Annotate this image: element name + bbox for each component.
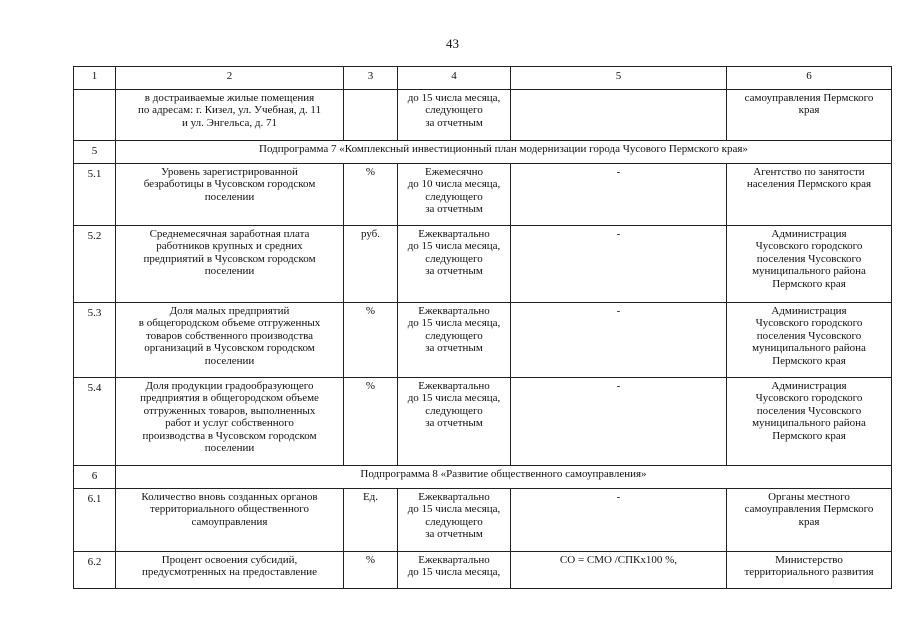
row-number: 5.4 [74, 378, 116, 466]
unit-cell: % [344, 164, 398, 226]
unit-cell: Ед. [344, 489, 398, 552]
period-cell: Ежемесячно до 10 числа месяца, следующего за отчетным [398, 164, 511, 226]
unit-cell: % [344, 378, 398, 466]
page-number: 43 [446, 36, 459, 51]
period-cell: до 15 числа месяца, следующего за отчетным [398, 90, 511, 141]
indicator-name: Процент освоения субсидий, предусмотренных на предоставление [116, 552, 344, 589]
table-row [74, 552, 892, 589]
table-row [74, 226, 892, 303]
table-header-row [74, 67, 892, 90]
responsible-cell: самоуправления Пермского края [727, 90, 892, 141]
responsible-cell: Администрация Чусовского городского поселения Чусовского муниципального района Пермского края [727, 378, 892, 466]
header-cell: 3 [344, 67, 398, 90]
unit-cell: % [344, 552, 398, 589]
period-cell: Ежеквартально до 15 числа месяца, следующего за отчетным [398, 226, 511, 303]
period-cell: Ежеквартально до 15 числа месяца, следующего за отчетным [398, 489, 511, 552]
indicator-name: Доля продукции градообразующего предприятия в общегородском объеме отгруженных товаров, выполненных работ и услуг собственного производства в Чусовском городском поселении [116, 378, 344, 466]
table-row [74, 303, 892, 378]
header-cell: 4 [398, 67, 511, 90]
unit-cell: руб. [344, 226, 398, 303]
section-title: Подпрограмма 7 «Комплексный инвестиционный план модернизации города Чусового Пермского края» [116, 141, 892, 164]
formula-cell: - [511, 378, 727, 466]
row-number [74, 90, 116, 141]
indicator-name: Доля малых предприятий в общегородском объеме отгруженных товаров собственного производства организаций в Чусовском городском поселении [116, 303, 344, 378]
period-cell: Ежеквартально до 15 числа месяца, следующего за отчетным [398, 378, 511, 466]
section-number: 5 [74, 141, 116, 164]
responsible-cell: Администрация Чусовского городского поселения Чусовского муниципального района Пермского края [727, 303, 892, 378]
indicator-name: в достраиваемые жилые помещения по адресам: г. Кизел, ул. Учебная, д. 11 и ул. Энгельса, д. 71 [116, 90, 344, 141]
indicator-name: Количество вновь созданных органов территориального общественного самоуправления [116, 489, 344, 552]
formula-cell: СО = СМО /СПКх100 %, [511, 552, 727, 589]
indicator-name: Уровень зарегистрированной безработицы в Чусовском городском поселении [116, 164, 344, 226]
row-number: 5.2 [74, 226, 116, 303]
table-row [74, 489, 892, 552]
responsible-cell: Органы местного самоуправления Пермского края [727, 489, 892, 552]
section-row [74, 466, 892, 489]
table-row [74, 164, 892, 226]
header-cell: 2 [116, 67, 344, 90]
section-row [74, 141, 892, 164]
formula-cell: - [511, 226, 727, 303]
formula-cell: - [511, 164, 727, 226]
responsible-cell: Министерство территориального развития [727, 552, 892, 589]
responsible-cell: Агентство по занятости населения Пермского края [727, 164, 892, 226]
unit-cell [344, 90, 398, 141]
header-cell: 1 [74, 67, 116, 90]
row-number: 6.1 [74, 489, 116, 552]
section-number: 6 [74, 466, 116, 489]
formula-cell: - [511, 303, 727, 378]
unit-cell: % [344, 303, 398, 378]
row-number: 5.3 [74, 303, 116, 378]
section-title: Подпрограмма 8 «Развитие общественного самоуправления» [116, 466, 892, 489]
row-number: 6.2 [74, 552, 116, 589]
formula-cell: - [511, 489, 727, 552]
responsible-cell: Администрация Чусовского городского поселения Чусовского муниципального района Пермского края [727, 226, 892, 303]
header-cell: 5 [511, 67, 727, 90]
table-row [74, 378, 892, 466]
formula-cell [511, 90, 727, 141]
period-cell: Ежеквартально до 15 числа месяца, следующего за отчетным [398, 303, 511, 378]
indicator-name: Среднемесячная заработная плата работников крупных и средних предприятий в Чусовском городском поселении [116, 226, 344, 303]
table-row [74, 90, 892, 141]
indicators-table [73, 66, 892, 589]
period-cell: Ежеквартально до 15 числа месяца, [398, 552, 511, 589]
header-cell: 6 [727, 67, 892, 90]
row-number: 5.1 [74, 164, 116, 226]
